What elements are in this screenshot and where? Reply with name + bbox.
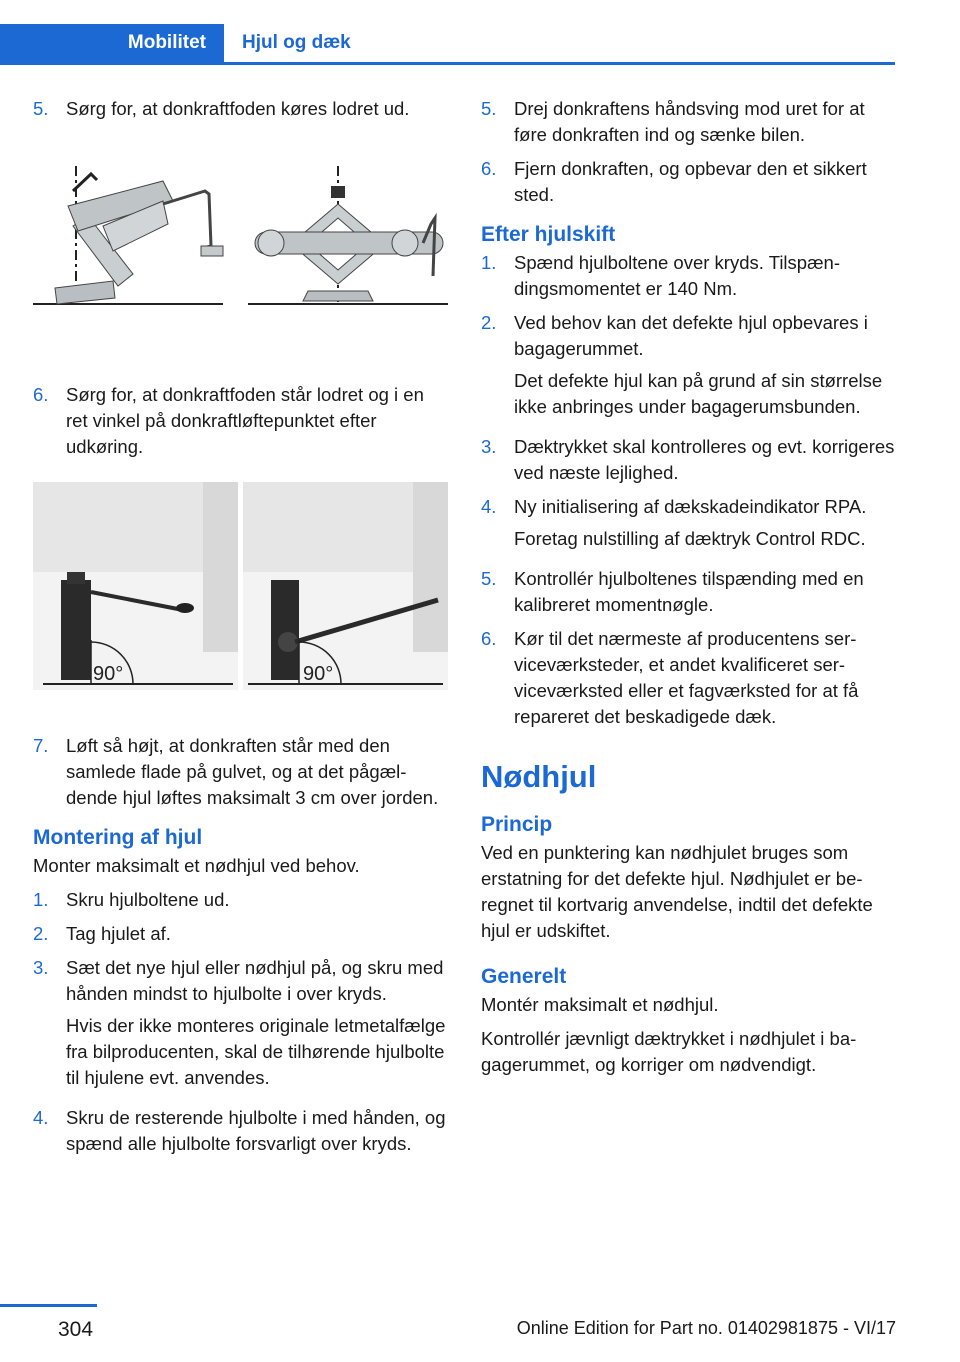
section-tab (0, 24, 224, 62)
chapter-label: Hjul og dæk (242, 32, 351, 53)
chapter-tab (224, 24, 351, 62)
list-item (33, 887, 448, 913)
step-content (66, 955, 448, 1097)
step-text: Skru de resterende hjulbolte i med hånden, og spænd alle hjulbolte forsvarligt over kryds. (66, 1107, 446, 1154)
left-column (33, 96, 448, 1165)
step-number: 1. (33, 889, 49, 910)
list-item (481, 626, 897, 730)
right-column (481, 96, 897, 1086)
list-item (33, 955, 448, 1097)
step-number: 5. (481, 568, 497, 589)
footer-rule (0, 1304, 97, 1307)
principle-text: Ved en punktering kan nødhjulet bruges som erstatning for det defekte hjul. Nødhjulet er beregnet til kortvarig anvendelse, indtil det defekte hjul er udskiftet. (481, 842, 873, 941)
step-text: Sørg for, at donkraftfoden står lodret og i en ret vinkel på donkraftløftepunktet efter udkøring. (66, 384, 424, 457)
step-text: Kør til det nærmeste af producentens serviceværksteder, et andet kvalificeret serviceværksted eller et fagværksted for at få repareret det beskadigede dæk. (514, 628, 859, 727)
step-text: Spænd hjulboltene over kryds. Tilspændingsmomentet er 140 Nm. (514, 252, 840, 299)
list-item (33, 382, 448, 460)
list-item (481, 434, 897, 486)
step-text: Sørg for, at donkraftfoden køres lodret ud. (66, 98, 410, 119)
step-content (514, 310, 897, 426)
list-item (33, 96, 448, 122)
step-note: Hvis der ikke monteres originale letmetalfælge fra bilproducenten, skal de tilhørende hjulbolte til hjulene evt. anvendes. (66, 1015, 446, 1088)
list-item (481, 96, 897, 148)
step-text: Løft så højt, at donkraften står med den samlede flade på gulvet, og at det pågældende hjul løftes maksimalt 3 cm over jorden. (66, 735, 439, 808)
angle-label: 90° (303, 663, 334, 685)
list-item (33, 733, 448, 811)
section-label: Mobilitet (127, 32, 206, 53)
step-text: Fjern donkraften, og opbevar den et sikkert sted. (514, 158, 867, 205)
heading-spare-wheel: Nødhjul (481, 759, 597, 794)
list-item (481, 250, 897, 302)
step-number: 4. (33, 1107, 49, 1128)
step-text: Dæktrykket skal kontrolleres og evt. korrigeres ved næste lejlighed. (514, 436, 895, 483)
mounting-steps-list (33, 887, 448, 1157)
jack-photo-right (243, 482, 448, 690)
general-text-1: Montér maksimalt et nødhjul. (481, 994, 719, 1015)
step-text: Ny initialisering af dækskadeindikator RPA. (514, 496, 867, 517)
steps-list (33, 382, 448, 460)
list-item (33, 1105, 448, 1157)
step-note: Det defekte hjul kan på grund af sin størrelse ikke anbringes under bagagerumsbunden. (514, 370, 883, 417)
edition-note: Online Edition for Part no. 01402981875 - VI/17 (516, 1318, 896, 1338)
step-number: 6. (481, 628, 497, 649)
jack-positioning-photo-illustration (33, 482, 448, 690)
steps-list (33, 733, 448, 811)
general-text-2: Kontrollér jævnligt dæktrykket i nødhjulet i bagagerummet, og korriger om nødvendigt. (481, 1028, 857, 1075)
step-number: 5. (481, 98, 497, 119)
step-text: Ved behov kan det defekte hjul opbevares i bagagerummet. (514, 312, 868, 359)
step-number: 3. (481, 436, 497, 457)
angle-label: 90° (93, 663, 124, 685)
step-number: 6. (481, 158, 497, 179)
page-header (0, 24, 895, 65)
step-number: 4. (481, 496, 497, 517)
step-number: 5. (33, 98, 49, 119)
heading-mounting: Montering af hjul (33, 826, 203, 849)
list-item (481, 566, 897, 618)
step-number: 7. (33, 735, 49, 756)
heading-general: Generelt (481, 965, 567, 988)
list-item (481, 494, 897, 558)
step-text: Drej donkraftens håndsving mod uret for at føre donkraften ind og sænke bilen. (514, 98, 865, 145)
heading-principle: Princip (481, 813, 553, 836)
intro-mounting: Monter maksimalt et nødhjul ved behov. (33, 855, 360, 876)
step-number: 1. (481, 252, 497, 273)
page-number: 304 (58, 1318, 94, 1341)
step-number: 3. (33, 957, 49, 978)
jack-photo-left (33, 482, 238, 690)
list-item (33, 921, 448, 947)
step-note: Foretag nulstilling af dæktryk Control RDC. (514, 528, 866, 549)
step-text: Tag hjulet af. (66, 923, 171, 944)
step-text: Kontrollér hjulboltenes tilspænding med en kalibreret momentnøgle. (514, 568, 864, 615)
steps-list (33, 96, 448, 122)
jack-front-view (248, 166, 448, 306)
list-item (481, 156, 897, 208)
heading-after-wheel-change: Efter hjulskift (481, 223, 616, 246)
steps-list (481, 96, 897, 208)
step-text: Skru hjulboltene ud. (66, 889, 230, 910)
jack-side-view (33, 166, 223, 306)
step-number: 2. (33, 923, 49, 944)
step-number: 6. (33, 384, 49, 405)
step-number: 2. (481, 312, 497, 333)
after-steps-list (481, 250, 897, 730)
step-text: Sæt det nye hjul eller nødhjul på, og skru med hånden mindst to hjulbolte i over kryds. (66, 957, 444, 1004)
step-content (514, 494, 897, 558)
jack-side-and-front-illustration (33, 166, 448, 341)
list-item (481, 310, 897, 426)
